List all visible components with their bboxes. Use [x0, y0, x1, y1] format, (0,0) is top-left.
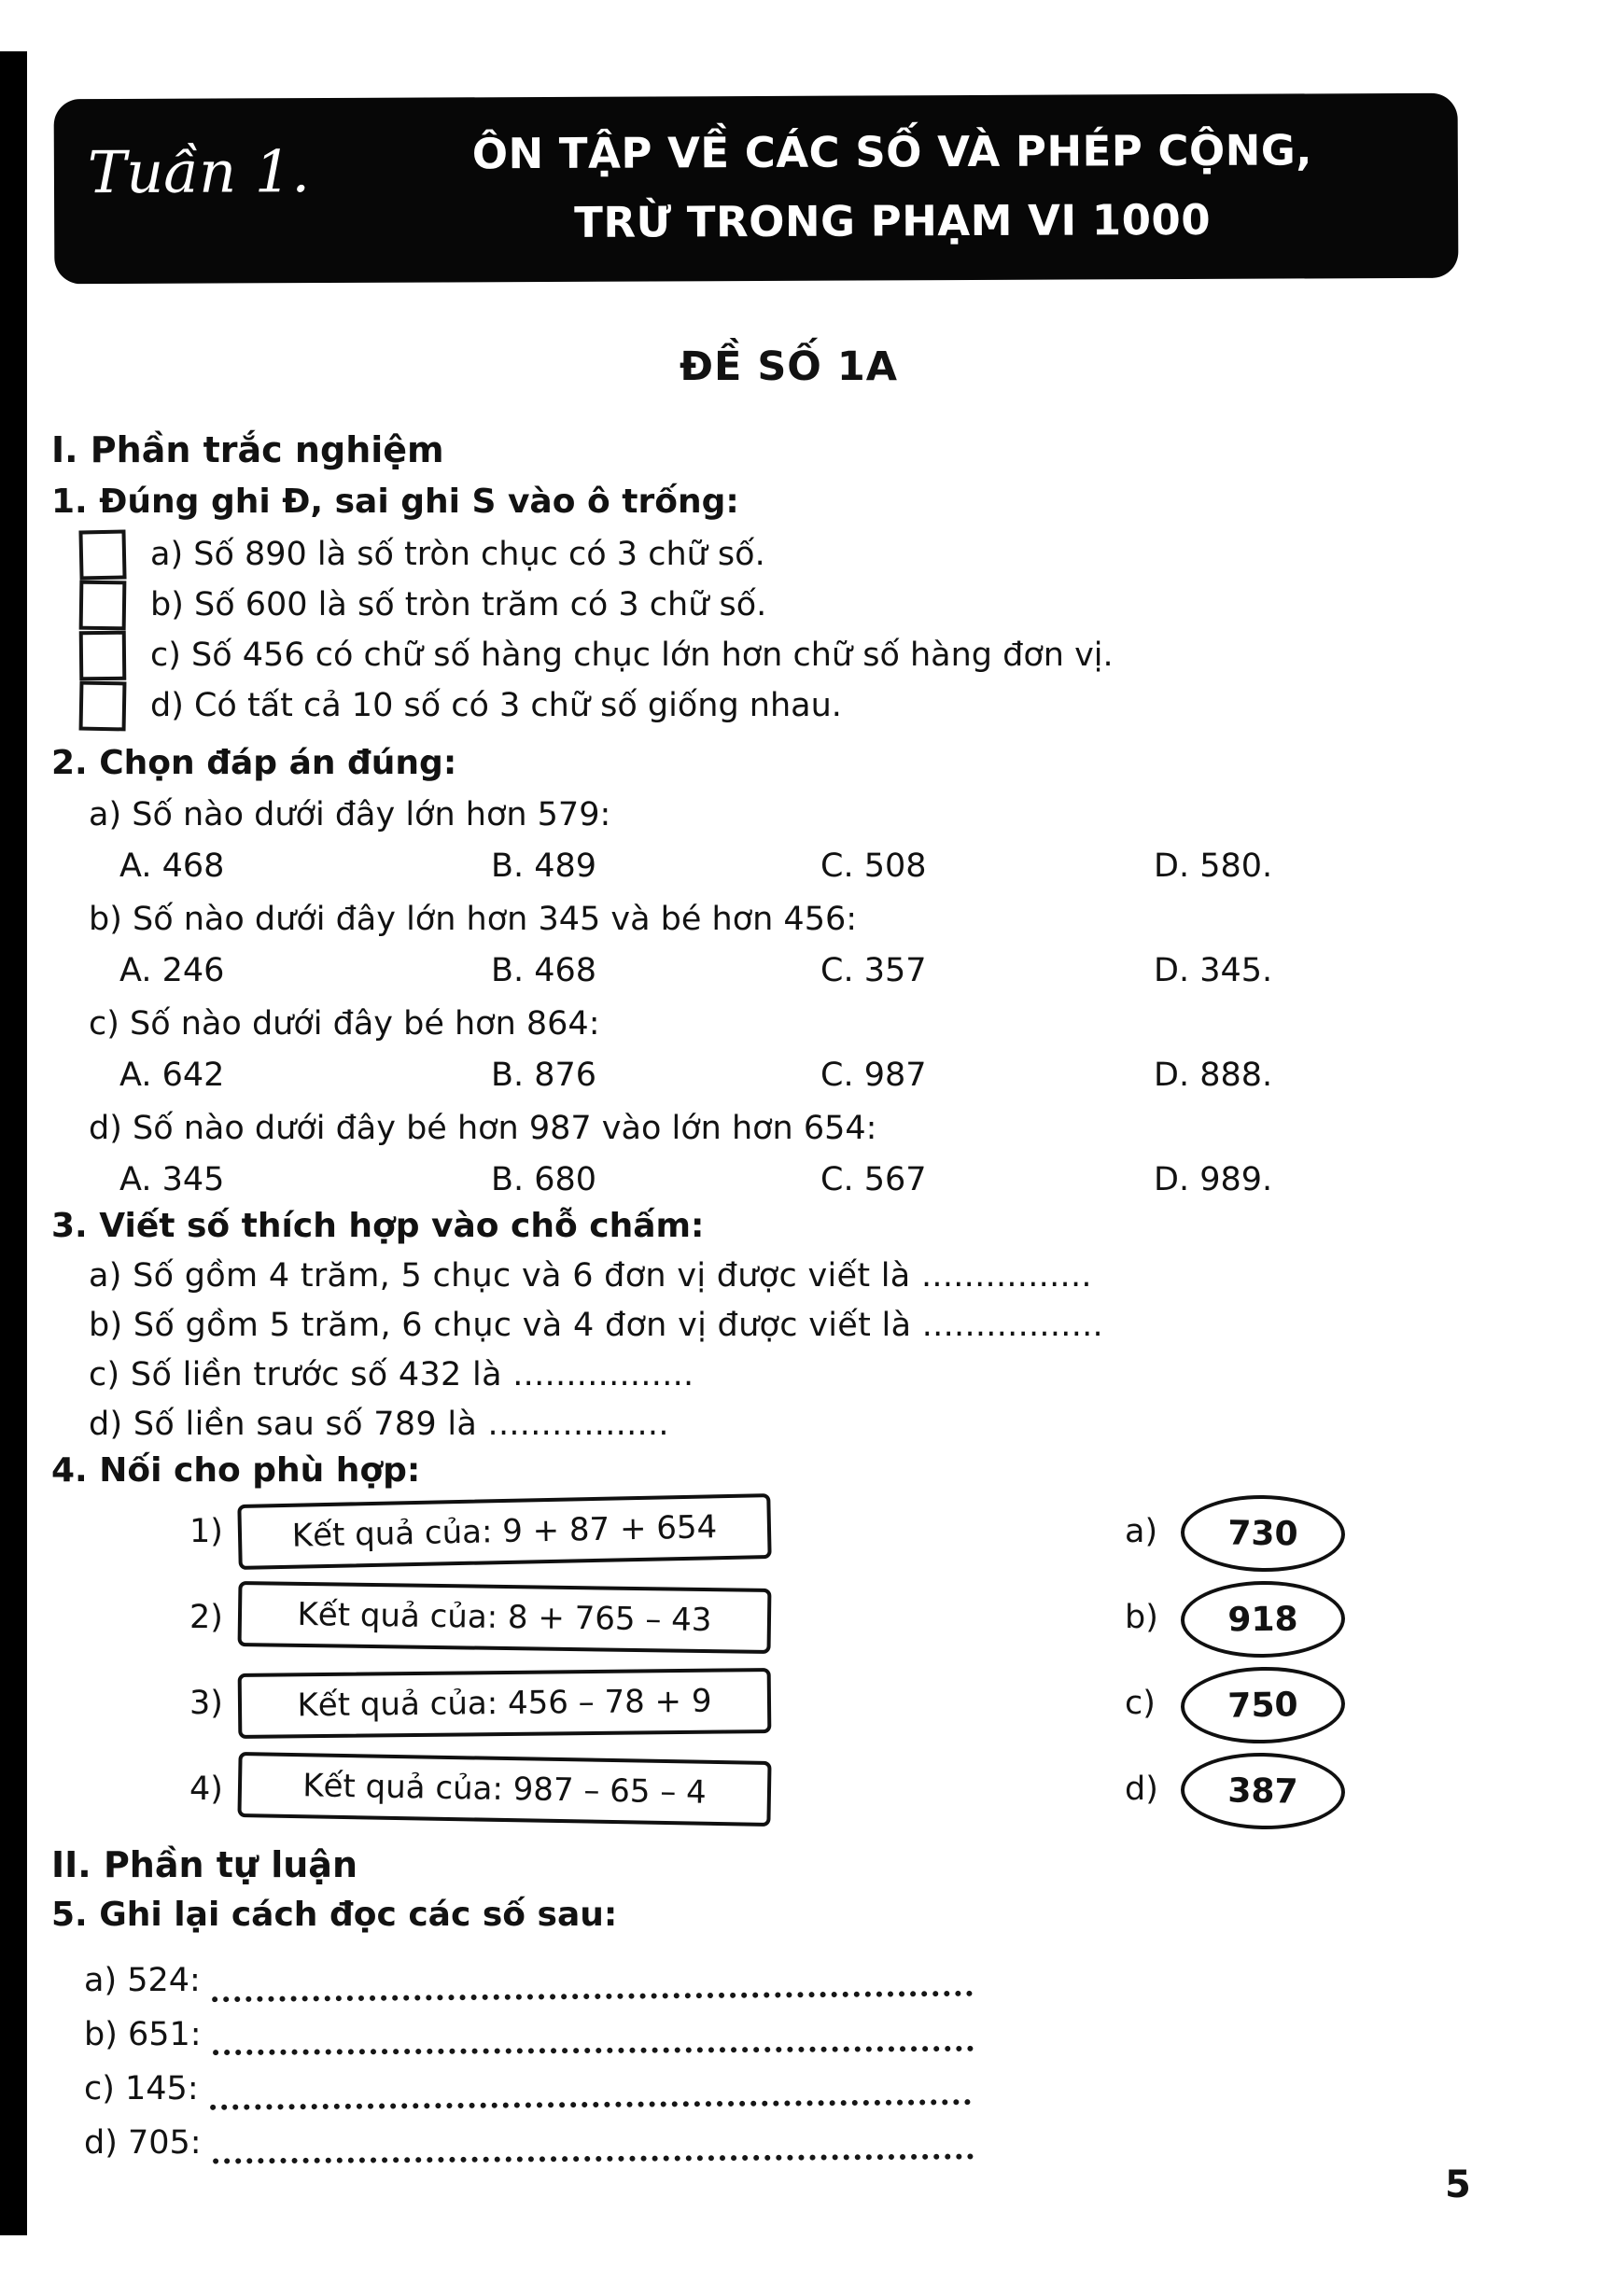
mc-question-d: d) Số nào dưới đây bé hơn 987 vào lớn hơn 654:: [89, 1110, 877, 1147]
option-b[interactable]: B. 468: [491, 952, 597, 989]
match-number: 4): [189, 1771, 223, 1808]
option-d[interactable]: D. 580.: [1154, 847, 1273, 885]
option-b[interactable]: B. 876: [491, 1057, 597, 1094]
match-box[interactable]: Kết quả của: 456 – 78 + 9: [238, 1668, 772, 1739]
checkbox-item: [79, 680, 1526, 731]
answer-checkbox[interactable]: [78, 529, 126, 580]
option-d[interactable]: D. 888.: [1154, 1057, 1273, 1094]
mc-options-b: [119, 949, 1526, 992]
match-box[interactable]: Kết quả của: 987 – 65 – 4: [237, 1752, 771, 1827]
answer-label: c) 145:: [84, 2070, 199, 2107]
option-c[interactable]: C. 357: [820, 952, 927, 989]
option-a[interactable]: A. 468: [119, 847, 225, 885]
header-band: [54, 93, 1459, 285]
dotted-line[interactable]: [210, 2071, 971, 2110]
option-a[interactable]: A. 345: [119, 1161, 225, 1198]
answer-label: a) 524:: [84, 1962, 201, 1999]
left-edge-bar: [0, 51, 27, 2235]
answer-checkbox[interactable]: [79, 580, 127, 630]
answer-label: d) 705:: [84, 2124, 202, 2162]
option-c[interactable]: C. 987: [820, 1057, 927, 1094]
question-5-prompt: 5. Ghi lại cách đọc các số sau:: [51, 1896, 618, 1934]
match-letter: b): [1125, 1599, 1158, 1636]
section-1-heading: I. Phần trắc nghiệm: [51, 429, 444, 470]
match-row: [51, 1499, 1526, 1564]
mc-question-c: c) Số nào dưới đây bé hơn 864:: [89, 1005, 600, 1043]
option-b[interactable]: B. 680: [491, 1161, 597, 1198]
mc-options-a: [119, 845, 1526, 888]
week-badge: Tuần 1.: [87, 137, 311, 207]
match-number: 2): [189, 1599, 223, 1636]
dotted-line[interactable]: [212, 1963, 973, 2002]
match-number: 3): [189, 1685, 223, 1722]
page-title: [353, 116, 1433, 259]
question-4-prompt: 4. Nối cho phù hợp:: [51, 1451, 421, 1490]
answer-line: [84, 2070, 1526, 2107]
question-3-prompt: 3. Viết số thích hợp vào chỗ chấm:: [51, 1207, 705, 1245]
dotted-line[interactable]: [212, 2126, 973, 2164]
exam-title: ĐỀ SỐ 1A: [679, 343, 899, 390]
dotted-line[interactable]: [213, 2018, 974, 2055]
match-row: [51, 1757, 1526, 1822]
mc-options-d: [119, 1158, 1526, 1201]
checkbox-item-text: d) Có tất cả 10 số có 3 chữ số giống nhau.: [150, 687, 842, 724]
mc-options-c: [119, 1054, 1526, 1097]
option-a[interactable]: A. 246: [119, 952, 225, 989]
checkbox-item: [79, 630, 1526, 680]
match-row: [51, 1671, 1526, 1736]
match-number: 1): [189, 1513, 223, 1550]
match-oval[interactable]: 750: [1180, 1665, 1346, 1745]
match-letter: d): [1125, 1771, 1158, 1808]
checkbox-item: [79, 529, 1526, 580]
question-2-prompt: 2. Chọn đáp án đúng:: [51, 744, 457, 782]
match-box[interactable]: Kết quả của: 8 + 765 – 43: [238, 1581, 772, 1654]
answer-line: [84, 2124, 1526, 2162]
checkbox-item-text: a) Số 890 là số tròn chục có 3 chữ số.: [150, 536, 765, 573]
mc-question-b: b) Số nào dưới đây lớn hơn 345 và bé hơn 456:: [89, 901, 858, 938]
section-2-heading: II. Phần tự luận: [51, 1844, 357, 1885]
fill-item[interactable]: d) Số liền sau số 789 là .................: [89, 1406, 669, 1443]
checkbox-item-text: b) Số 600 là số tròn trăm có 3 chữ số.: [150, 586, 767, 623]
fill-item[interactable]: b) Số gồm 5 trăm, 6 chục và 4 đơn vị được viết là .................: [89, 1307, 1103, 1344]
option-c[interactable]: C. 567: [820, 1161, 927, 1198]
answer-checkbox[interactable]: [79, 680, 127, 731]
match-oval[interactable]: 730: [1180, 1494, 1345, 1573]
match-oval[interactable]: 387: [1180, 1751, 1345, 1830]
match-oval[interactable]: 918: [1181, 1580, 1346, 1659]
answer-checkbox[interactable]: [79, 630, 127, 680]
page-content: [51, 308, 1526, 2178]
option-d[interactable]: D. 345.: [1154, 952, 1273, 989]
option-d[interactable]: D. 989.: [1154, 1161, 1273, 1198]
option-c[interactable]: C. 508: [820, 847, 927, 885]
answer-line: [84, 2016, 1526, 2053]
option-b[interactable]: B. 489: [491, 847, 597, 885]
match-letter: a): [1125, 1513, 1158, 1550]
match-row: [51, 1585, 1526, 1650]
checkbox-item-text: c) Số 456 có chữ số hàng chục lớn hơn chữ số hàng đơn vị.: [150, 637, 1114, 674]
match-box[interactable]: Kết quả của: 9 + 87 + 654: [237, 1493, 771, 1570]
page-number: 5: [1445, 2163, 1471, 2206]
match-letter: c): [1125, 1685, 1156, 1722]
fill-item[interactable]: c) Số liền trước số 432 là .................: [89, 1356, 694, 1393]
page-title-line1: ÔN TẬP VỀ CÁC SỐ VÀ PHÉP CỘNG,: [471, 125, 1313, 179]
option-a[interactable]: A. 642: [119, 1057, 225, 1094]
question-1-prompt: 1. Đúng ghi Đ, sai ghi S vào ô trống:: [51, 483, 739, 521]
page-title-line2: TRỪ TRONG PHẠM VI 1000: [574, 194, 1212, 247]
answer-line: [84, 1962, 1526, 1999]
checkbox-item: [79, 580, 1526, 630]
mc-question-a: a) Số nào dưới đây lớn hơn 579:: [89, 796, 611, 833]
fill-item[interactable]: a) Số gồm 4 trăm, 5 chục và 6 đơn vị được viết là ................: [89, 1257, 1092, 1295]
answer-label: b) 651:: [84, 2016, 202, 2053]
